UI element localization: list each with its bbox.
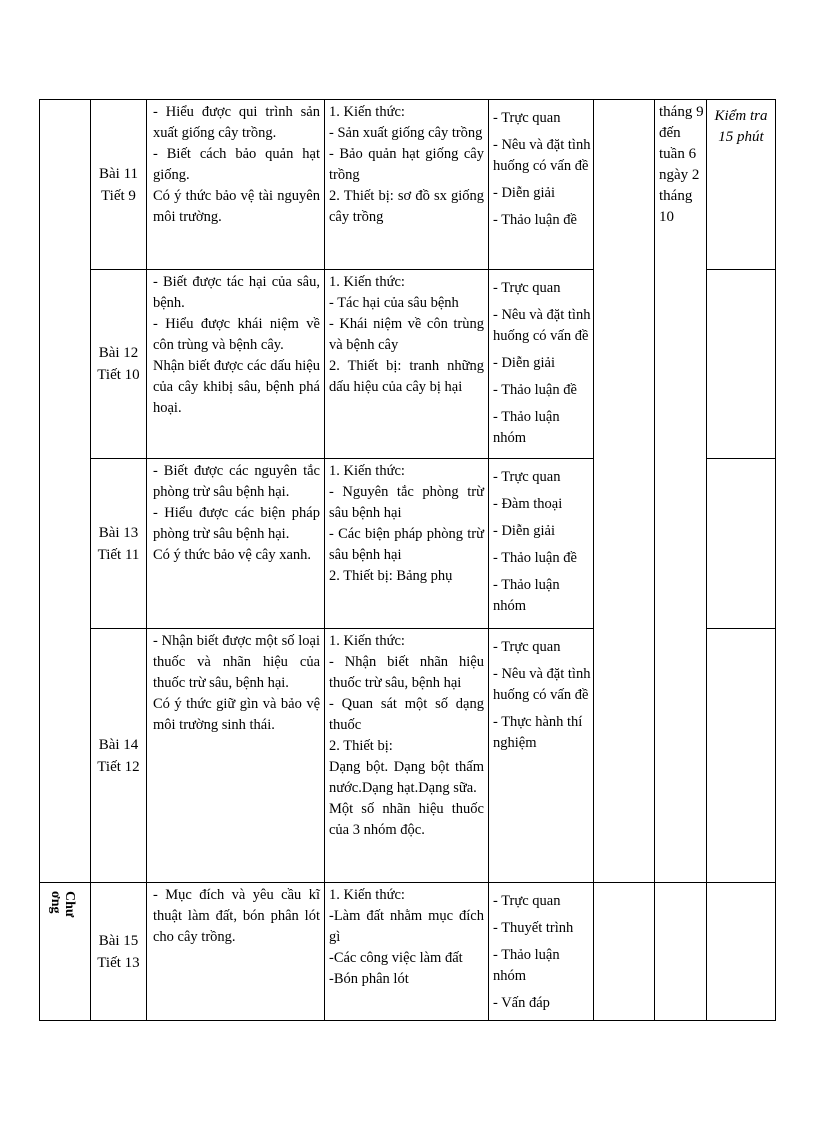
time-text: đến [659, 125, 681, 141]
lesson-cell [91, 883, 147, 1021]
lesson-number: Bài 13 [98, 524, 139, 541]
note-text: 15 phút [718, 129, 764, 145]
note-cell [707, 629, 776, 883]
lesson-cell [91, 459, 147, 629]
note-cell [707, 459, 776, 629]
method-text: - Nêu và đặt tình huống có vấn đề [493, 137, 591, 174]
content-text: - Nhận biết nhãn hiệu thuốc trừ sâu, bệnh hại [329, 654, 484, 691]
objective-text: - Hiểu được qui trình sản xuất giống cây trồng. [153, 104, 320, 141]
content-text: 1. Kiến thức: [329, 104, 405, 120]
method-text: - Thảo luận đề [493, 550, 577, 566]
method-text: - Thuyết trình [493, 920, 574, 936]
method-text: - Trực quan [493, 280, 561, 296]
objectives-cell [147, 883, 325, 1021]
time-text: 10 [659, 209, 674, 225]
chapter-label: ơng [48, 891, 63, 914]
content-text: - Quan sát một số dạng thuốc [329, 696, 484, 733]
objectives-cell [147, 270, 325, 459]
objective-text: Có ý thức giữ gìn và bảo vệ môi trường sinh thái. [153, 696, 320, 733]
note-cell [707, 100, 776, 270]
content-text: Dạng bột. Dạng bột thấm nước.Dạng hạt.Dạng sữa. [329, 759, 484, 796]
equipment-cell [594, 883, 655, 1021]
method-text: - Trực quan [493, 639, 561, 655]
chapter-cell [40, 883, 91, 1021]
objectives-cell [147, 459, 325, 629]
method-text: - Trực quan [493, 469, 561, 485]
content-cell [325, 883, 489, 1021]
method-text: - Nêu và đặt tình huống có vấn đề [493, 666, 591, 703]
methods-cell [489, 100, 594, 270]
content-cell [325, 270, 489, 459]
chapter-cell [40, 100, 91, 883]
period-number: Tiết 12 [97, 758, 140, 775]
methods-cell [489, 459, 594, 629]
content-text: 2. Thiết bị: [329, 738, 393, 754]
content-text: - Bảo quản hạt giống cây trồng [329, 146, 484, 183]
methods-cell [489, 270, 594, 459]
table-row [40, 100, 776, 270]
method-text: - Thảo luận nhóm [493, 577, 560, 614]
lesson-number: Bài 12 [98, 345, 139, 361]
method-text: - Thảo luận đề [493, 212, 577, 228]
content-text: -Làm đất nhằm mục đích gì [329, 908, 484, 945]
objective-text: - Hiểu được các biện pháp phòng trừ sâu bệnh hại. [153, 505, 320, 542]
lesson-cell [91, 270, 147, 459]
lesson-plan-table [39, 99, 776, 1021]
content-cell [325, 459, 489, 629]
lesson-number: Bài 15 [98, 932, 139, 949]
note-text: Kiểm tra [714, 108, 768, 124]
method-text: - Thảo luận đề [493, 382, 577, 398]
method-text: - Nêu và đặt tình huống có vấn đề [493, 307, 591, 344]
objective-text: - Biết được tác hại của sâu, bệnh. [153, 274, 320, 311]
method-text: - Thảo luận nhóm [493, 947, 560, 984]
period-number: Tiết 13 [97, 954, 140, 971]
objective-text: Có ý thức bảo vệ tài nguyên môi trường. [153, 188, 320, 225]
time-text: tháng [659, 188, 693, 204]
method-text: - Diễn giải [493, 185, 556, 201]
method-text: - Diễn giải [493, 523, 556, 539]
objective-text: - Hiểu được khái niệm về côn trùng và bệnh cây. [153, 316, 320, 353]
lesson-cell [91, 100, 147, 270]
content-text: - Nguyên tắc phòng trừ sâu bệnh hại [329, 484, 484, 521]
note-cell [707, 883, 776, 1021]
note-cell [707, 270, 776, 459]
chapter-label: Chư [62, 891, 77, 918]
content-text: -Bón phân lót [329, 971, 409, 987]
content-text: - Các biện pháp phòng trừ sâu bệnh hại [329, 526, 484, 563]
objective-text: - Mục đích và yêu cầu kĩ thuật làm đất, bón phân lót cho cây trồng. [153, 887, 320, 945]
table-row [40, 883, 776, 1021]
period-number: Tiết 11 [97, 546, 140, 563]
lesson-number: Bài 14 [98, 736, 139, 753]
content-text: 2. Thiết bị: tranh những dấu hiệu của cây bị hại [329, 358, 484, 395]
time-cell [655, 883, 707, 1021]
content-text: - Sản xuất giống cây trồng [329, 125, 483, 141]
objectives-cell [147, 629, 325, 883]
objective-text: - Biết cách bảo quản hạt giống. [153, 146, 320, 183]
content-text: 2. Thiết bị: sơ đồ sx giống cây trồng [329, 188, 484, 225]
content-text: 1. Kiến thức: [329, 633, 405, 649]
content-text: 1. Kiến thức: [329, 274, 405, 290]
content-text: 1. Kiến thức: [329, 887, 405, 903]
time-text: ngày 2 [659, 167, 700, 183]
content-cell [325, 629, 489, 883]
time-cell [655, 100, 707, 883]
method-text: - Thảo luận nhóm [493, 409, 560, 446]
content-text: -Các công việc làm đất [329, 950, 463, 966]
method-text: - Vấn đáp [493, 995, 550, 1011]
objective-text: Có ý thức bảo vệ cây xanh. [153, 547, 312, 563]
method-text: - Đàm thoại [493, 496, 563, 512]
period-number: Tiết 10 [97, 367, 140, 383]
methods-cell [489, 629, 594, 883]
objectives-cell [147, 100, 325, 270]
method-text: - Trực quan [493, 893, 561, 909]
lesson-number: Bài 11 [98, 165, 139, 182]
content-text: - Khái niệm về côn trùng và bệnh cây [329, 316, 484, 353]
method-text: - Thực hành thí nghiệm [493, 714, 583, 751]
time-text: tháng 9 [659, 104, 704, 120]
content-text: - Tác hại của sâu bệnh [329, 295, 459, 311]
content-text: 1. Kiến thức: [329, 463, 405, 479]
content-text: Một số nhãn hiệu thuốc của 3 nhóm độc. [329, 801, 484, 838]
period-number: Tiết 9 [101, 187, 136, 204]
equipment-cell [594, 100, 655, 883]
content-text: 2. Thiết bị: Bảng phụ [329, 568, 453, 584]
objective-text: - Biết được các nguyên tắc phòng trừ sâu bệnh hại. [153, 463, 320, 500]
content-cell [325, 100, 489, 270]
method-text: - Trực quan [493, 110, 561, 126]
method-text: - Diễn giải [493, 355, 556, 371]
time-text: tuần 6 [659, 146, 697, 162]
objective-text: - Nhận biết được một số loại thuốc và nhãn hiệu của thuốc trừ sâu, bệnh hại. [153, 633, 320, 691]
objective-text: Nhận biết được các dấu hiệu của cây khibị sâu, bệnh phá hoại. [153, 358, 320, 416]
methods-cell [489, 883, 594, 1021]
lesson-cell [91, 629, 147, 883]
